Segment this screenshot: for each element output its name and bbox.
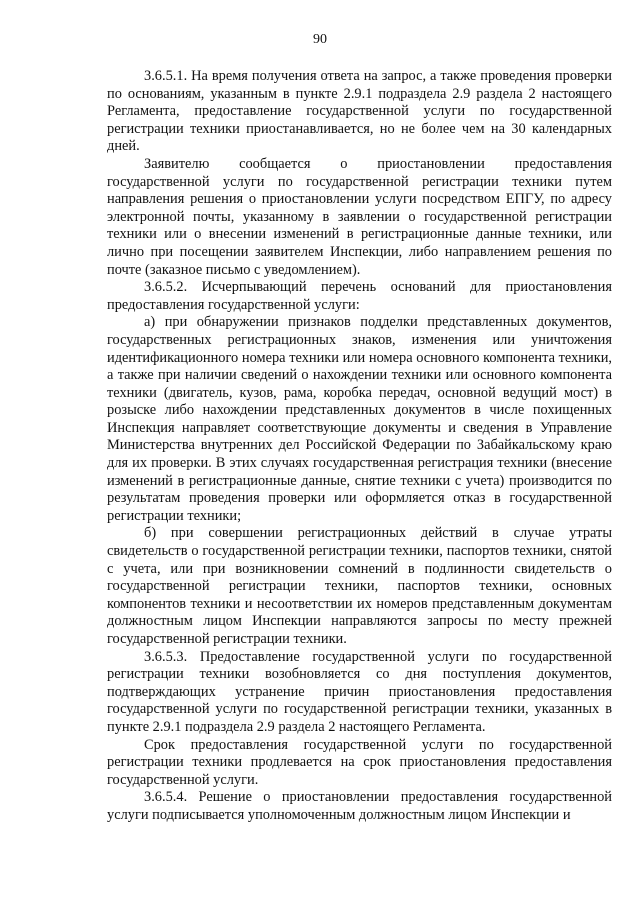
paragraph-applicant-notification: Заявителю сообщается о приостановлении предоставления государственной услуги по государственной регистрации техники путем направления решения о приостановлении услуги посредством ЕПГУ, по адресу электронной почты, указанному в заявлении о государственной регистрации техники или о внесении изменений в регистрационные данные техники, или лично при посещении заявителем Инспекции, либо направлением решения по почте (заказное письмо с уведомлением). [107, 155, 612, 278]
paragraph-item-b: б) при совершении регистрационных действий в случае утраты свидетельств о государственной регистрации техники, паспортов техники, снятой с учета, или при возникновении сомнений в подлинности свидетельств о государственной регистрации техники, паспортов техники, основных компонентов техники и несоответствии их номеров представленным документам должностным лицом Инспекции направляются запросы по месту прежней государственной регистрации техники. [107, 525, 612, 647]
paragraph-3-6-5-2: 3.6.5.2. Исчерпывающий перечень оснований для приостановления предоставления государственной услуги: [107, 279, 612, 313]
paragraph-3-6-5-3: 3.6.5.3. Предоставление государственной услуги по государственной регистрации техники возобновляется со дня поступления документов, подтверждающих устранение причин приостановления предоставления государственной услуги по государственной регистрации техники, указанных в пункте 2.9.1 подраздела 2.9 раздела 2 настоящего Регламента. [107, 648, 612, 735]
paragraph-3-6-5-1: 3.6.5.1. На время получения ответа на запрос, а также проведения проверки по основаниям, указанным в пункте 2.9.1 подраздела 2.9 раздела 2 настоящего Регламента, предоставление государственной услуги по государственной регистрации техники приостанавливается, но не более чем на 30 календарных дней. [107, 68, 612, 155]
document-body [107, 68, 612, 825]
paragraph-service-term: Срок предоставления государственной услуги по государственной регистрации техники продлевается на срок приостановления предоставления государственной услуги. [107, 736, 612, 788]
paragraph-3-6-5-4: 3.6.5.4. Решение о приостановлении предоставления государственной услуги подписывается уполномоченным должностным лицом Инспекции и [107, 789, 612, 823]
paragraph-item-a: а) при обнаружении признаков подделки представленных документов, государственных регистрационных знаков, изменения или уничтожения идентификационного номера техники или номера основного компонента техники, а также при наличии сведений о нахождении техники или основного компонента техники (двигатель, кузов, рама, коробка передач, основной ведущий мост) в розыске либо нахождении представленных документов в числе похищенных Инспекция направляет соответствующие документы и сведения в Управление Министерства внутренних дел Российской Федерации по Забайкальскому краю для их проверки. В этих случаях государственная регистрация техники (внесение изменений в регистрационные данные, снятие техники с учета) производится по результатам проведения проверки или оформляется отказ в государственной регистрации техники; [107, 314, 612, 524]
page-number: 90 [313, 32, 327, 47]
